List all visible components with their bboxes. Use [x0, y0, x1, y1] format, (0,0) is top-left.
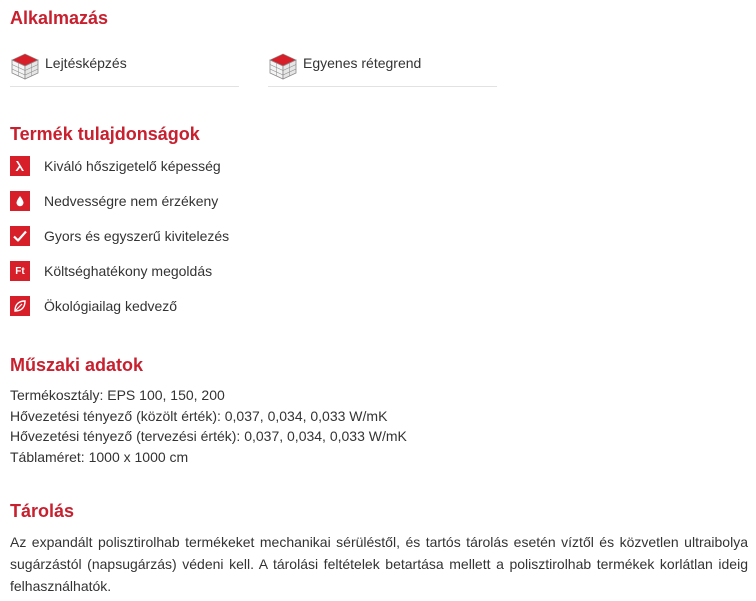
- property-label: Költséghatékony megoldás: [44, 263, 213, 279]
- water-drop-icon: [10, 191, 30, 211]
- forint-icon: Ft: [10, 261, 30, 281]
- section-title-application: Alkalmazás: [10, 8, 109, 28]
- property-label: Ökológiailag kedvező: [44, 298, 178, 314]
- leaf-icon: [10, 296, 30, 316]
- lambda-icon: [10, 156, 30, 176]
- technical-data-list: [10, 385, 407, 467]
- section-title-technical-data: Műszaki adatok: [10, 355, 144, 375]
- application-item-label: Egyenes rétegrend: [303, 55, 422, 71]
- property-label: Nedvességre nem érzékeny: [44, 193, 219, 209]
- insulation-board-stack-icon: [268, 51, 298, 81]
- property-label: Kiváló hőszigetelő képesség: [44, 158, 221, 174]
- section-title-properties: Termék tulajdonságok: [10, 124, 200, 144]
- technical-data-line: Termékosztály: EPS 100, 150, 200: [10, 387, 225, 403]
- technical-data-line: Hővezetési tényező (tervezési érték): 0,037, 0,034, 0,033 W/mK: [10, 428, 407, 444]
- application-item-slope-forming: [10, 44, 239, 87]
- insulation-board-stack-icon: [10, 51, 40, 81]
- technical-data-line: Hővezetési tényező (közölt érték): 0,037, 0,034, 0,033 W/mK: [10, 407, 388, 424]
- application-item-label: Lejtésképzés: [45, 55, 127, 71]
- property-label: Gyors és egyszerű kivitelezés: [44, 228, 230, 244]
- section-title-storage: Tárolás: [10, 501, 75, 521]
- technical-data-line: Táblaméret: 1000 x 1000 cm: [10, 448, 189, 465]
- storage-paragraph: Az expandált polisztirolhab termékeket mechanikai sérüléstől, és tartós tárolás esetén víztől és közvetlen ultraibolya sugárzástól (napsugárzás) védeni kell. A tárolási feltételek betartása mellett a polisztirolhab termékek korlátlan ideig felhasználhatók.: [10, 534, 748, 594]
- application-item-straight-layering: [268, 44, 497, 87]
- checkmark-icon: [10, 226, 30, 246]
